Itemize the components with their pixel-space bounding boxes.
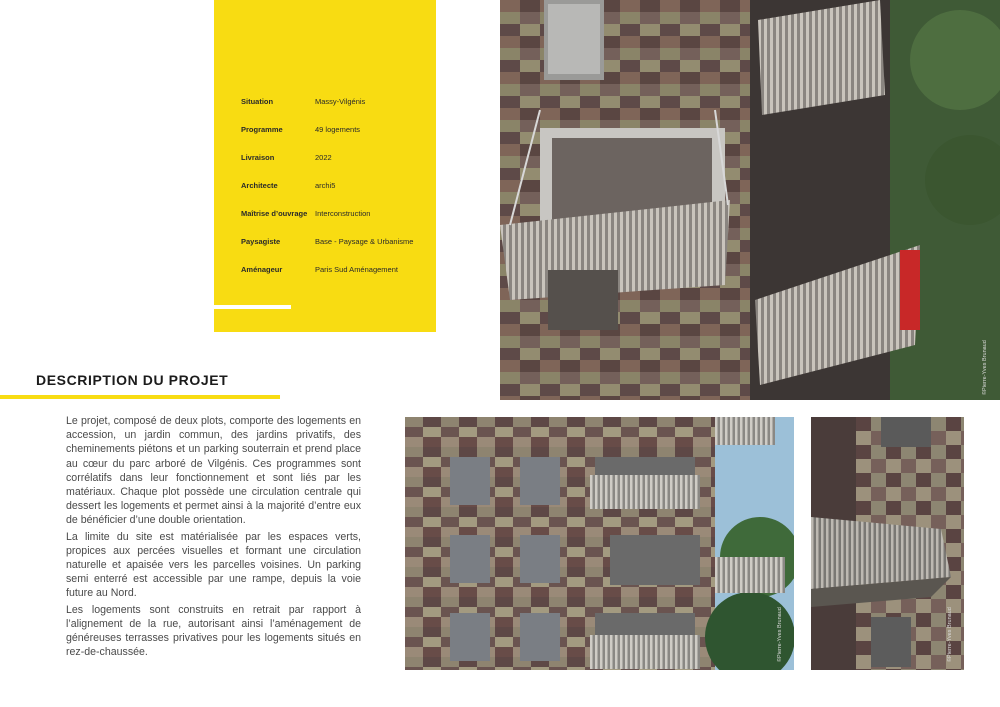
info-value: Massy-Vilgénis — [315, 97, 366, 106]
info-value: Paris Sud Aménagement — [315, 265, 398, 274]
info-value: Base - Paysage & Urbanisme — [315, 237, 414, 246]
info-label: Aménageur — [241, 265, 283, 274]
elevation-illustration — [405, 417, 794, 670]
info-label: Situation — [241, 97, 274, 106]
paragraph: Le projet, composé de deux plots, comporte des logements en accession, un jardin commun, des jardins privatifs, des cheminements piétons et un parking souterrain et prend place au cœur du parc arboré de Vilgénis. Ces programmes sont corrélatifs dans leur fonctionnement et sont liés par les matériaux. Chaque plot possède une circulation centrale qui dessert les logements et permet ainsi à la majorité d’entre eux de bénéficier d’une double orientation. — [66, 415, 361, 527]
info-value: Interconstruction — [315, 209, 371, 218]
info-label: Livraison — [241, 153, 275, 162]
info-label: Programme — [241, 125, 283, 134]
info-label: Architecte — [241, 181, 278, 190]
project-description — [66, 414, 361, 661]
photo-facade-elevation — [405, 417, 794, 670]
info-label: Paysagiste — [241, 237, 281, 246]
photo-credit: ©Pierre-Yves Brunaud — [982, 340, 988, 395]
info-divider — [214, 305, 291, 309]
paragraph: La limite du site est matérialisée par les espaces verts, propices aux percées visuelles et formant une circulation naturelle et apaisée vers les parcelles voisines. Un parking semi enterré est accessible par une rampe, depuis la voie future au Nord. — [66, 530, 361, 600]
photo-credit: ©Pierre-Yves Brunaud — [947, 607, 953, 662]
info-value: 49 logements — [315, 125, 361, 134]
title-underline — [0, 395, 280, 399]
info-value: 2022 — [315, 153, 332, 162]
photo-credit: ©Pierre-Yves Brunaud — [777, 607, 783, 662]
paragraph: Les logements sont construits en retrait par rapport à l’alignement de la rue, autorisant ainsi l’aménagement de généreuses terrasses privatives pour les logements situés en rez-de-chaussée. — [66, 603, 361, 659]
photo-facade-balconies — [500, 0, 1000, 400]
balcony-illustration — [811, 417, 964, 670]
facade-illustration — [500, 0, 1000, 400]
info-value: archi5 — [315, 181, 336, 190]
photo-balcony-detail — [811, 417, 964, 670]
info-label: Maîtrise d’ouvrage — [241, 209, 308, 218]
section-title: DESCRIPTION DU PROJET — [36, 372, 229, 388]
project-info-box — [214, 0, 436, 332]
